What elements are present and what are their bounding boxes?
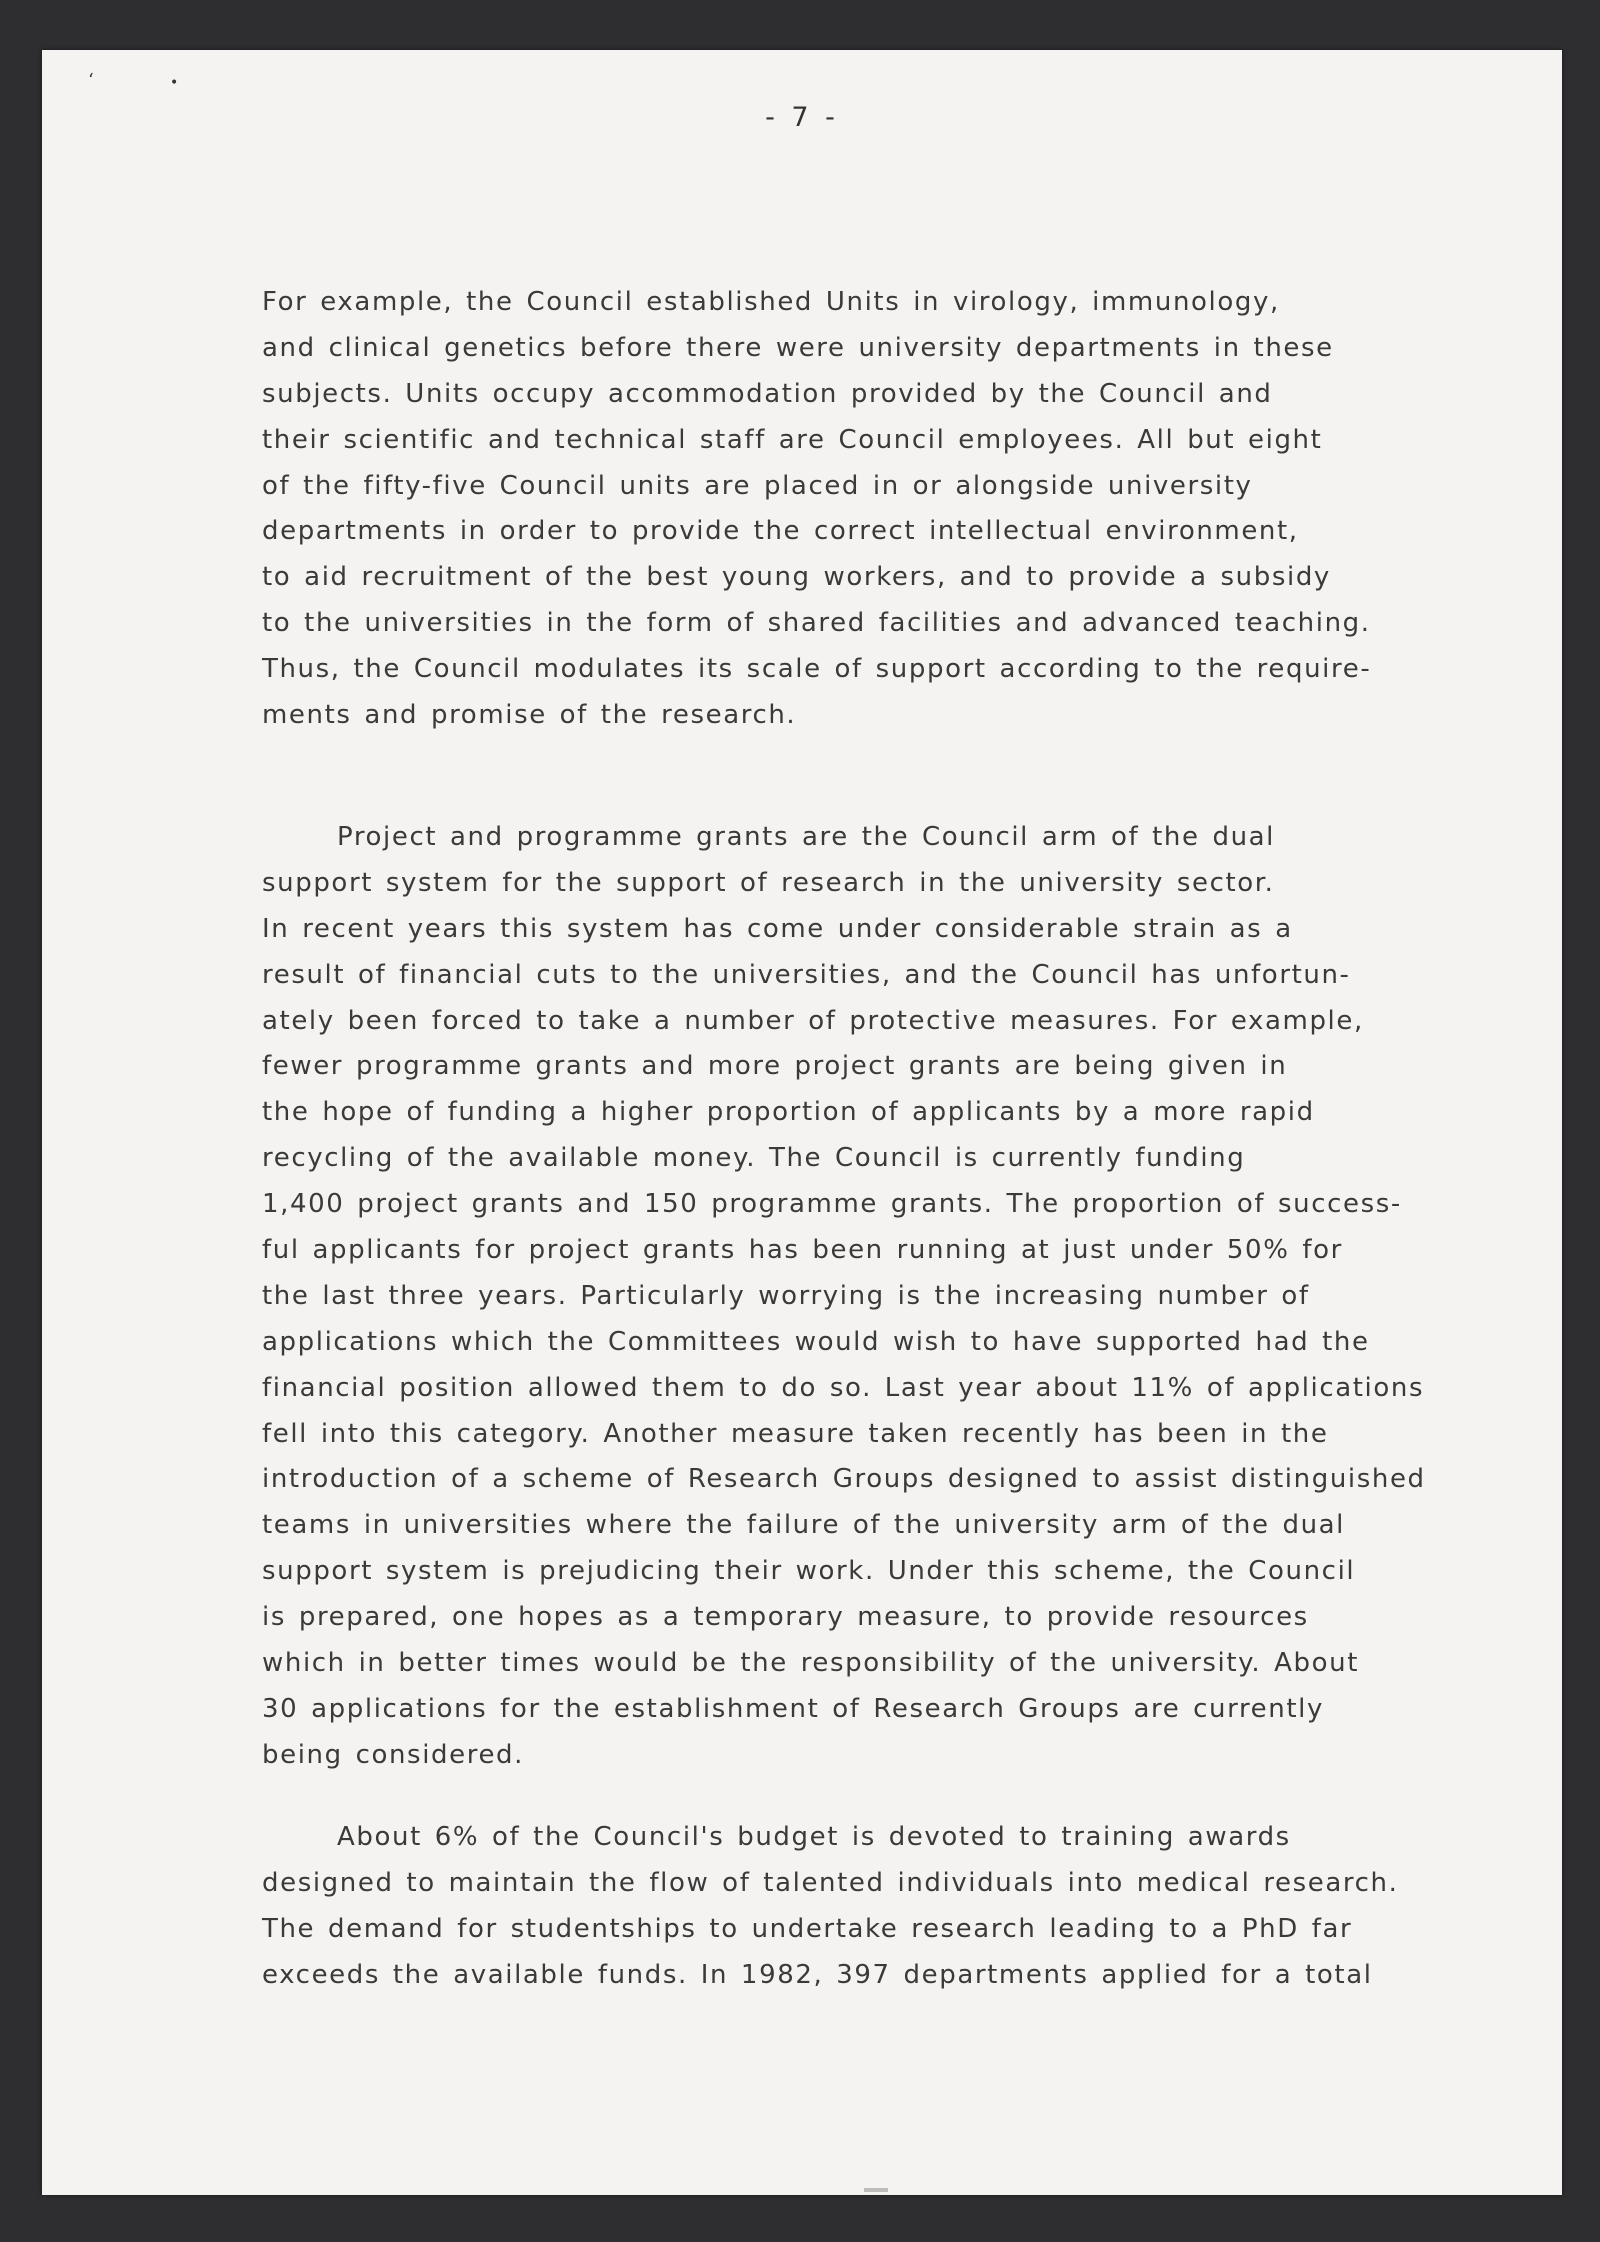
- text-line: to aid recruitment of the best young workers, and to provide a subsidy: [262, 562, 1331, 593]
- text-line: Thus, the Council modulates its scale of support according to the require-: [262, 654, 1372, 685]
- text-line: ments and promise of the research.: [262, 700, 797, 731]
- paragraph-units: [262, 280, 1371, 739]
- text-line: which in better times would be the responsibility of the university. About: [262, 1648, 1359, 1679]
- text-line: ful applicants for project grants has been running at just under 50% for: [262, 1235, 1343, 1266]
- text-line: recycling of the available money. The Council is currently funding: [262, 1143, 1246, 1174]
- document-page: [42, 50, 1562, 2195]
- text-line: teams in universities where the failure of the university arm of the dual: [262, 1510, 1345, 1541]
- text-line: subjects. Units occupy accommodation provided by the Council and: [262, 378, 1273, 409]
- bottom-edge-tick: [864, 2188, 888, 2192]
- text-line: and clinical genetics before there were university departments in these: [262, 332, 1334, 363]
- text-line: 1,400 project grants and 150 programme grants. The proportion of success-: [262, 1189, 1402, 1220]
- text-line: ately been forced to take a number of protective measures. For example,: [262, 1005, 1364, 1036]
- text-line: 30 applications for the establishment of Research Groups are currently: [262, 1693, 1324, 1724]
- text-line: fewer programme grants and more project grants are being given in: [262, 1051, 1288, 1082]
- text-line: Project and programme grants are the Council arm of the dual: [337, 822, 1276, 852]
- text-line: their scientific and technical staff are Council employees. All but eight: [262, 424, 1323, 455]
- text-line: exceeds the available funds. In 1982, 397 departments applied for a total: [262, 1959, 1373, 1990]
- text-line: to the universities in the form of shared facilities and advanced teaching.: [262, 608, 1371, 639]
- text-line: fell into this category. Another measure taken recently has been in the: [262, 1418, 1329, 1449]
- text-line: designed to maintain the flow of talented individuals into medical research.: [262, 1867, 1399, 1898]
- corner-mark: ‘: [88, 70, 94, 91]
- text-line: For example, the Council established Units in virology, immunology,: [262, 287, 1280, 317]
- text-line: support system is prejudicing their work. Under this scheme, the Council: [262, 1556, 1356, 1587]
- text-line: support system for the support of research in the university sector.: [262, 867, 1275, 898]
- corner-dot: •: [170, 75, 179, 91]
- text-line: is prepared, one hopes as a temporary measure, to provide resources: [262, 1602, 1309, 1633]
- text-line: being considered.: [262, 1739, 525, 1770]
- paragraph-training: [262, 1815, 1398, 1999]
- text-line: In recent years this system has come under considerable strain as a: [262, 913, 1293, 944]
- text-line: the hope of funding a higher proportion of applicants by a more rapid: [262, 1097, 1315, 1128]
- text-line: result of financial cuts to the universities, and the Council has unfortun-: [262, 959, 1351, 990]
- text-line: introduction of a scheme of Research Groups designed to assist distinguished: [262, 1464, 1426, 1495]
- text-line: financial position allowed them to do so. Last year about 11% of applications: [262, 1372, 1425, 1403]
- text-line: applications which the Committees would wish to have supported had the: [262, 1326, 1370, 1357]
- text-line: of the fifty-five Council units are placed in or alongside university: [262, 470, 1253, 501]
- text-line: departments in order to provide the correct intellectual environment,: [262, 516, 1299, 547]
- text-line: About 6% of the Council's budget is devoted to training awards: [337, 1822, 1291, 1852]
- text-line: the last three years. Particularly worrying is the increasing number of: [262, 1280, 1310, 1311]
- page-number: - 7 -: [765, 102, 839, 133]
- paragraph-grants: [262, 815, 1426, 1779]
- text-line: The demand for studentships to undertake research leading to a PhD far: [262, 1913, 1353, 1944]
